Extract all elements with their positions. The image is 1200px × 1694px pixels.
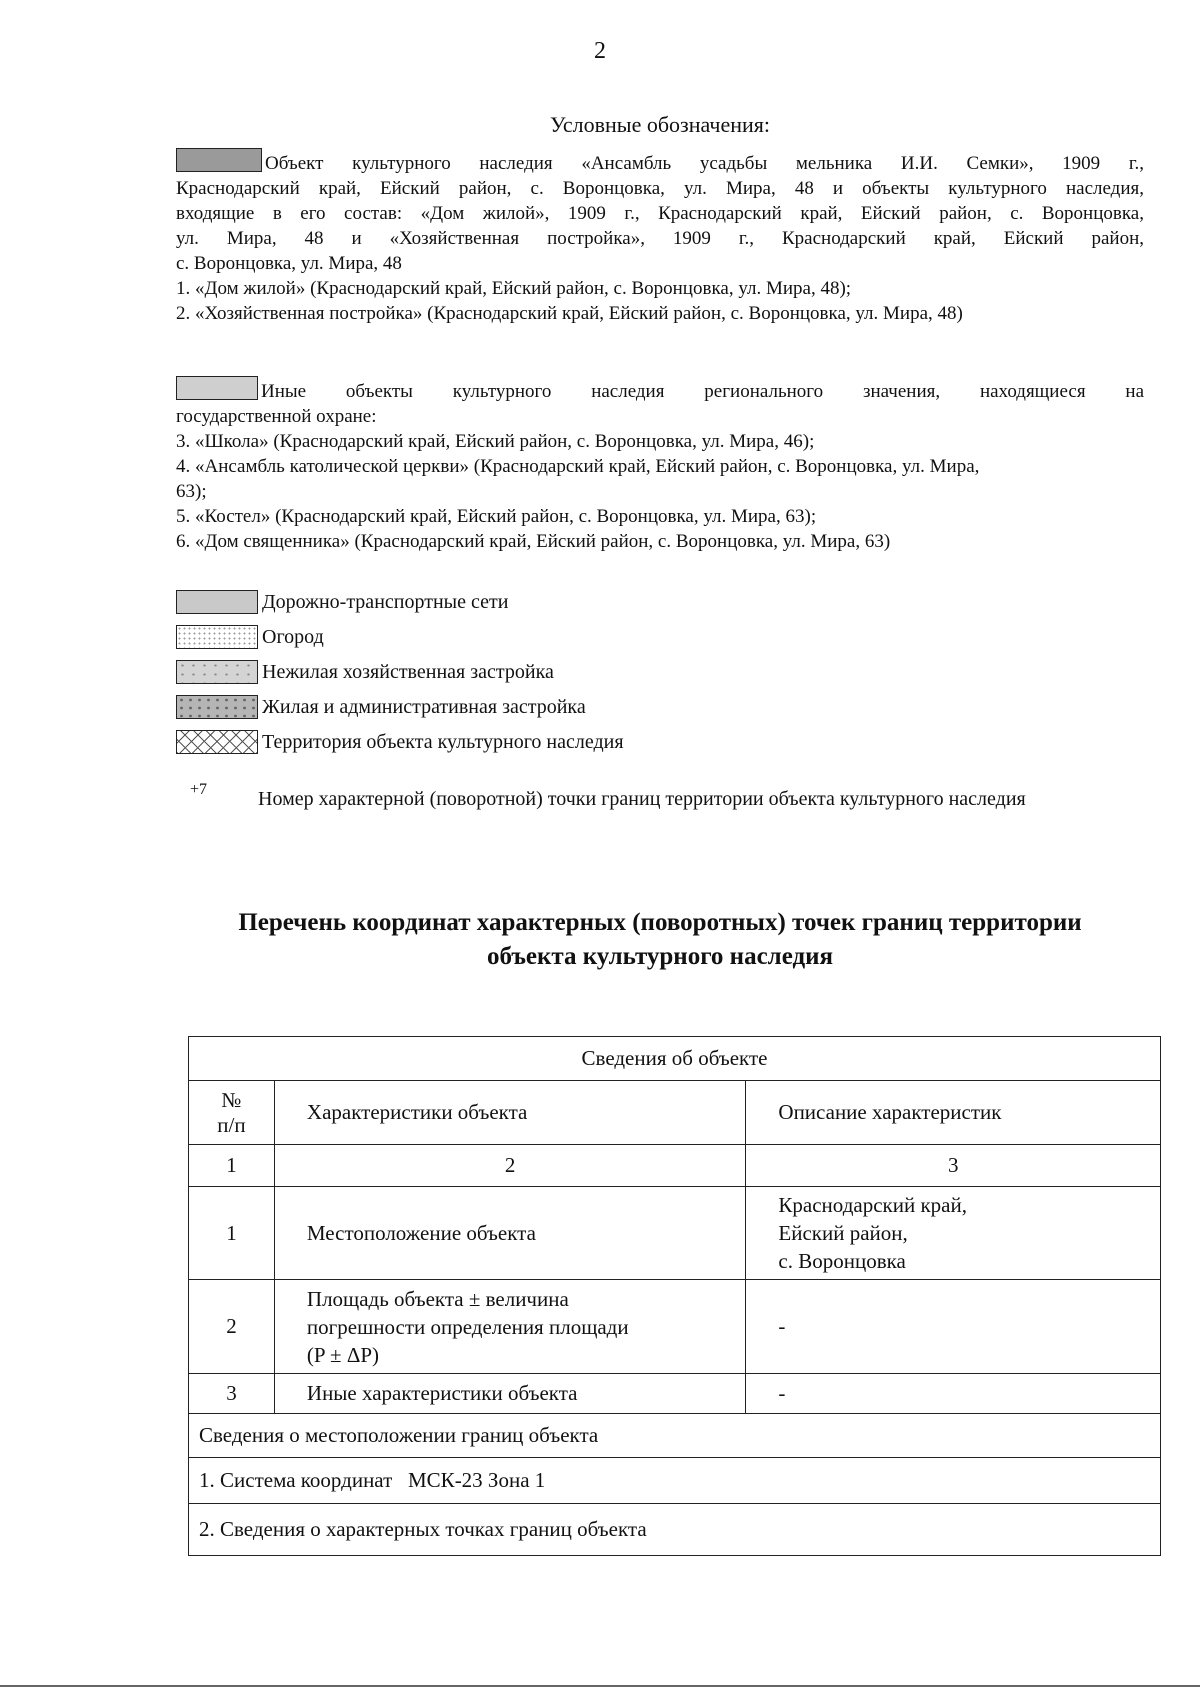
row-characteristic: Площадь объекта ± величина погрешности определения площади (P ± ΔP) [274,1280,746,1374]
row-characteristic: Местоположение объекта [274,1187,746,1280]
point-marker-label: Номер характерной (поворотной) точки границ территории объекта культурного наследия [258,788,1026,810]
column-header-characteristics: Характеристики объекта [274,1081,746,1145]
legend-symbol-road: Дорожно-транспортные сети [176,589,508,615]
table-column-numbers-row [189,1145,1161,1187]
legend-object-line: входящие в его состав: «Дом жилой», 1909 г., Краснодарский край, Ейский район, с. Воронцовка, [176,203,1144,224]
table-section-row [189,1504,1161,1556]
object-info-table [188,1036,1161,1556]
legend-other-item: 4. «Ансамбль католической церкви» (Краснодарский край, Ейский район, с. Воронцовка, ул. Мира, [176,456,980,477]
territory-hatch-icon [176,730,258,754]
other-object-swatch-icon [176,376,258,400]
row-description: Краснодарский край, Ейский район, с. Воронцовка [746,1187,1161,1280]
legend-object-line: с. Воронцовка, ул. Мира, 48 [176,253,402,274]
legend-object-line: ул. Мира, 48 и «Хозяйственная постройка», 1909 г., Краснодарский край, Ейский район, [176,228,1144,249]
row-number: 2 [189,1280,275,1374]
column-number: 2 [274,1145,746,1187]
legend-symbol-residential: Жилая и административная застройка [176,694,586,720]
column-number: 1 [189,1145,275,1187]
legend-other-line: государственной охране: [176,406,377,427]
legend-symbol-nonresidential: Нежилая хозяйственная застройка [176,659,554,685]
road-swatch-icon [176,590,258,614]
coordinate-system: 1. Система координат МСК-23 Зона 1 [189,1458,1161,1504]
point-marker-icon: +7 [190,781,208,798]
page-number: 2 [594,38,606,64]
location-header: Сведения о местоположении границ объекта [189,1414,1161,1458]
column-header-number: № п/п [189,1081,275,1145]
table-row [189,1374,1161,1414]
legend-other-item: 6. «Дом священника» (Краснодарский край, Ейский район, с. Воронцовка, ул. Мира, 63) [176,531,891,552]
table-header-row [189,1037,1161,1081]
table-section-row [189,1458,1161,1504]
legend-object-line: Объект культурного наследия «Ансамбль усадьбы мельника И.И. Семки», 1909 г., [176,148,1144,176]
row-number: 1 [189,1187,275,1280]
table-section-row [189,1414,1161,1458]
row-characteristic: Иные характеристики объекта [274,1374,746,1414]
nonresidential-swatch-icon [176,660,258,684]
bottom-rule [0,1685,1200,1687]
residential-swatch-icon [176,695,258,719]
table-row [189,1187,1161,1280]
column-header-description: Описание характеристик [746,1081,1161,1145]
object-swatch-icon [176,148,262,172]
row-description: - [746,1280,1161,1374]
row-number: 3 [189,1374,275,1414]
legend-object-line: Краснодарский край, Ейский район, с. Воронцовка, ул. Мира, 48 и объекты культурного наследия, [176,178,1144,199]
legend-object-item: 2. «Хозяйственная постройка» (Краснодарский край, Ейский район, с. Воронцовка, ул. Мира, 48) [176,303,963,324]
legend-symbol-garden: Огород [176,624,324,650]
legend-other-line: Иные объекты культурного наследия регионального значения, находящиеся на [176,376,1144,404]
legend-title: Условные обозначения: [549,112,771,137]
points-header: 2. Сведения о характерных точках границ объекта [189,1504,1161,1556]
legend-other-item: 63); [176,481,207,502]
row-description: - [746,1374,1161,1414]
legend-object-item: 1. «Дом жилой» (Краснодарский край, Ейский район, с. Воронцовка, ул. Мира, 48); [176,278,852,299]
section-title: Перечень координат характерных (поворотных) точек границ территории объекта культурного наследия [238,909,1082,970]
legend-other-block [176,376,1144,554]
legend-other-item: 5. «Костел» (Краснодарский край, Ейский район, с. Воронцовка, ул. Мира, 63); [176,506,817,527]
table-columns-row [189,1081,1161,1145]
legend-symbol-territory: Территория объекта культурного наследия [176,729,624,755]
table-title: Сведения об объекте [189,1037,1161,1081]
column-number: 3 [746,1145,1161,1187]
legend-other-item: 3. «Школа» (Краснодарский край, Ейский район, с. Воронцовка, ул. Мира, 46); [176,431,815,452]
garden-swatch-icon [176,625,258,649]
legend-object-block [176,148,1144,326]
table-row [189,1280,1161,1374]
